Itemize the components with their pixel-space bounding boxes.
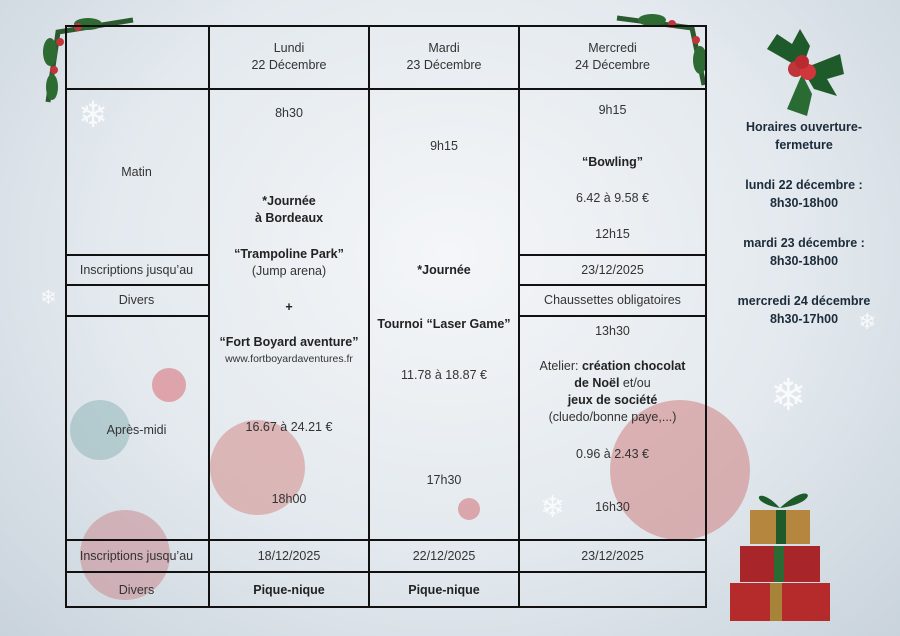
mardi-start-time: 9h15 [430, 139, 458, 153]
mardi-end-time: 17h30 [426, 473, 462, 487]
hours-value: 8h30-18h00 [769, 254, 839, 268]
atelier-games: jeux de société [567, 393, 658, 407]
day-label: mardi 23 décembre : [743, 236, 865, 250]
lundi-start-time: 8h30 [275, 106, 303, 120]
row-divider [65, 539, 707, 541]
mercredi-afternoon-price: 0.96 à 2.43 € [576, 447, 649, 461]
row-divider [65, 88, 707, 90]
row-divider [65, 254, 210, 256]
schedule-table [65, 25, 707, 608]
holly-icon [752, 24, 852, 119]
mercredi-morning-activity: “Bowling” [581, 155, 644, 169]
atelier-line-1 [520, 358, 705, 375]
lundi-price: 16.67 à 24.21 € [245, 420, 333, 434]
snowflake-icon: ❄ [770, 370, 807, 421]
header-mercredi [520, 40, 705, 74]
row-divider [518, 315, 707, 317]
row-label-inscriptions: Inscriptions jusqu’au [79, 549, 194, 563]
activity-title: “Trampoline Park” [234, 247, 344, 261]
atelier-activity: de Noël [574, 376, 620, 390]
plus-sign: + [285, 300, 293, 314]
mercredi-morning-divers: Chaussettes obligatoires [544, 293, 681, 307]
mercredi-afternoon-end: 16h30 [595, 500, 630, 514]
gift-boxes-icon [722, 478, 842, 623]
day-name: Mercredi [588, 41, 637, 55]
lundi-end-time: 18h00 [271, 492, 307, 506]
journee-label: *Journée [262, 194, 316, 208]
day-label: lundi 22 décembre : [745, 178, 863, 192]
destination: à Bordeaux [254, 211, 324, 225]
lundi-activity-1 [210, 246, 368, 280]
row-label-apres-midi: Après-midi [106, 423, 167, 437]
mercredi-afternoon-inscription: 23/12/2025 [581, 549, 644, 563]
website-link[interactable]: www.fortboyardaventures.fr [225, 353, 353, 365]
mardi-price: 11.78 à 18.87 € [401, 368, 487, 382]
mardi-journee: *Journée [417, 263, 471, 277]
row-label-inscriptions: Inscriptions jusqu’au [79, 263, 194, 277]
row-divider [65, 315, 210, 317]
mercredi-morning-price: 6.42 à 9.58 € [576, 191, 649, 205]
mercredi-morning-start: 9h15 [598, 103, 627, 117]
row-divider [65, 284, 210, 286]
atelier-note: (cluedo/bonne paye,...) [548, 410, 677, 424]
table-border [65, 606, 707, 608]
header-mardi [370, 40, 518, 74]
activity-note: (Jump arena) [251, 264, 327, 278]
row-divider [518, 284, 707, 286]
atelier-label: Atelier: [539, 359, 582, 373]
day-label: mercredi 24 décembre [737, 294, 871, 308]
mercredi-atelier [520, 358, 705, 426]
row-label-divers: Divers [118, 583, 155, 597]
lundi-divers: Pique-nique [253, 583, 325, 597]
snowflake-icon: ❄ [78, 95, 109, 136]
lundi-inscription-date: 18/12/2025 [257, 549, 321, 563]
mercredi-morning-inscription: 23/12/2025 [581, 263, 644, 277]
row-label-matin: Matin [121, 165, 152, 179]
row-divider [65, 571, 707, 573]
opening-hours-lundi [724, 176, 884, 212]
opening-hours-mercredi [724, 292, 884, 328]
hours-value: 8h30-17h00 [769, 312, 839, 326]
opening-hours-title: Horaires ouverture-fermeture [745, 120, 862, 152]
atelier-line-2 [520, 375, 705, 392]
table-border [65, 25, 707, 27]
mercredi-afternoon-start: 13h30 [595, 324, 630, 338]
header-lundi [210, 40, 368, 74]
row-divider [518, 254, 707, 256]
day-date: 23 Décembre [406, 58, 482, 72]
hours-value: 8h30-18h00 [769, 196, 839, 210]
snowflake-icon: ❄ [540, 490, 566, 525]
mardi-divers: Pique-nique [408, 583, 480, 597]
lundi-activity-2 [210, 334, 368, 368]
atelier-conjunction: et/ou [619, 376, 651, 390]
mardi-activity: Tournoi “Laser Game” [377, 317, 511, 331]
row-label-divers: Divers [118, 293, 155, 307]
snowflake-icon: ❄ [40, 285, 57, 309]
day-date: 22 Décembre [251, 58, 327, 72]
snowflake-icon: ❄ [858, 310, 877, 335]
day-name: Mardi [428, 41, 460, 55]
mercredi-morning-end: 12h15 [595, 227, 630, 241]
lundi-journee [210, 193, 368, 227]
atelier-activity: création chocolat [581, 359, 686, 373]
day-date: 24 Décembre [574, 58, 651, 72]
activity-title: “Fort Boyard aventure” [219, 335, 359, 349]
day-name: Lundi [273, 41, 305, 55]
opening-hours-mardi [724, 234, 884, 270]
mardi-inscription-date: 22/12/2025 [412, 549, 476, 563]
